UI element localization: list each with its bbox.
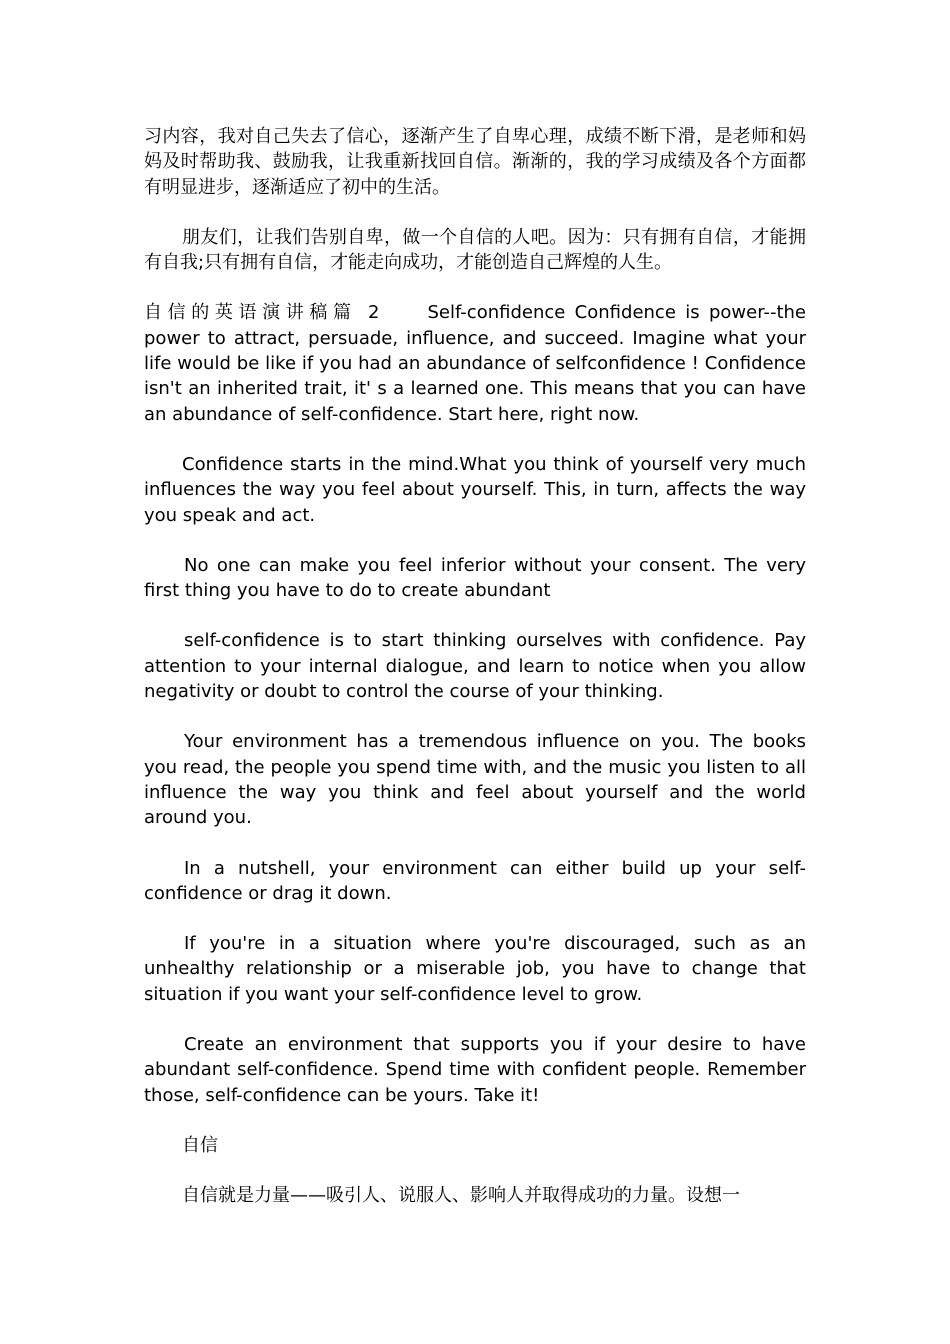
- paragraph-3: [144, 300, 806, 426]
- paragraph-9: If you're in a situation where you're discouraged, such as an unhealthy relationship or a miserable job, you have to change that situation if you want your self-confidence level to grow.: [144, 933, 806, 1005]
- document-page: [144, 124, 806, 1234]
- paragraph-2: 朋友们，让我们告别自卑，做一个自信的人吧。因为：只有拥有自信，才能拥有自我;只有拥有自信，才能走向成功，才能创造自己辉煌的人生。: [144, 226, 806, 274]
- paragraph-6: self-confidence is to start thinking ourselves with confidence. Pay attention to your internal dialogue, and learn to notice when you allow negativity or doubt to control the course of your thinking.: [144, 630, 806, 703]
- paragraph-10: Create an environment that supports you if your desire to have abundant self-confidence. Spend time with confident people. Remember those, self-confidence can be yours. Take it!: [144, 1034, 806, 1106]
- section-heading: 自信的英语演讲稿篇 2: [144, 302, 382, 324]
- paragraph-8: In a nutshell, your environment can either build up your self-confidence or drag it down.: [144, 857, 806, 904]
- paragraph-12: 自信就是力量——吸引人、说服人、影响人并取得成功的力量。设想一: [182, 1185, 740, 1207]
- paragraph-5: No one can make you feel inferior without your consent. The very first thing you have to do to create abundant: [144, 554, 806, 602]
- paragraph-7: Your environment has a tremendous influence on you. The books you read, the people you spend time with, and the music you listen to all influence the way you think and feel about yourself and the world around you.: [144, 731, 806, 829]
- paragraph-1: 习内容，我对自己失去了信心，逐渐产生了自卑心理，成绩不断下滑，是老师和妈妈及时帮助我、鼓励我，让我重新找回自信。渐渐的，我的学习成绩及各个方面都有明显进步，逐渐适应了初中的生活。: [144, 126, 806, 198]
- paragraph-4: Confidence starts in the mind.What you think of yourself very much influences the way you feel about yourself. This, in turn, affects the way you speak and act.: [144, 453, 806, 526]
- paragraph-11: 自信: [182, 1134, 218, 1156]
- paragraph-3-text: Self-confidence Confidence is power--the power to attract, persuade, influence, and succeed. Imagine what your life would be like if you had an abundance of selfconfidence ! Confidence isn't an inherited trait, it' s a learned one. This means that you can have an abundance of self-confidence. Start here, right now.: [144, 302, 806, 425]
